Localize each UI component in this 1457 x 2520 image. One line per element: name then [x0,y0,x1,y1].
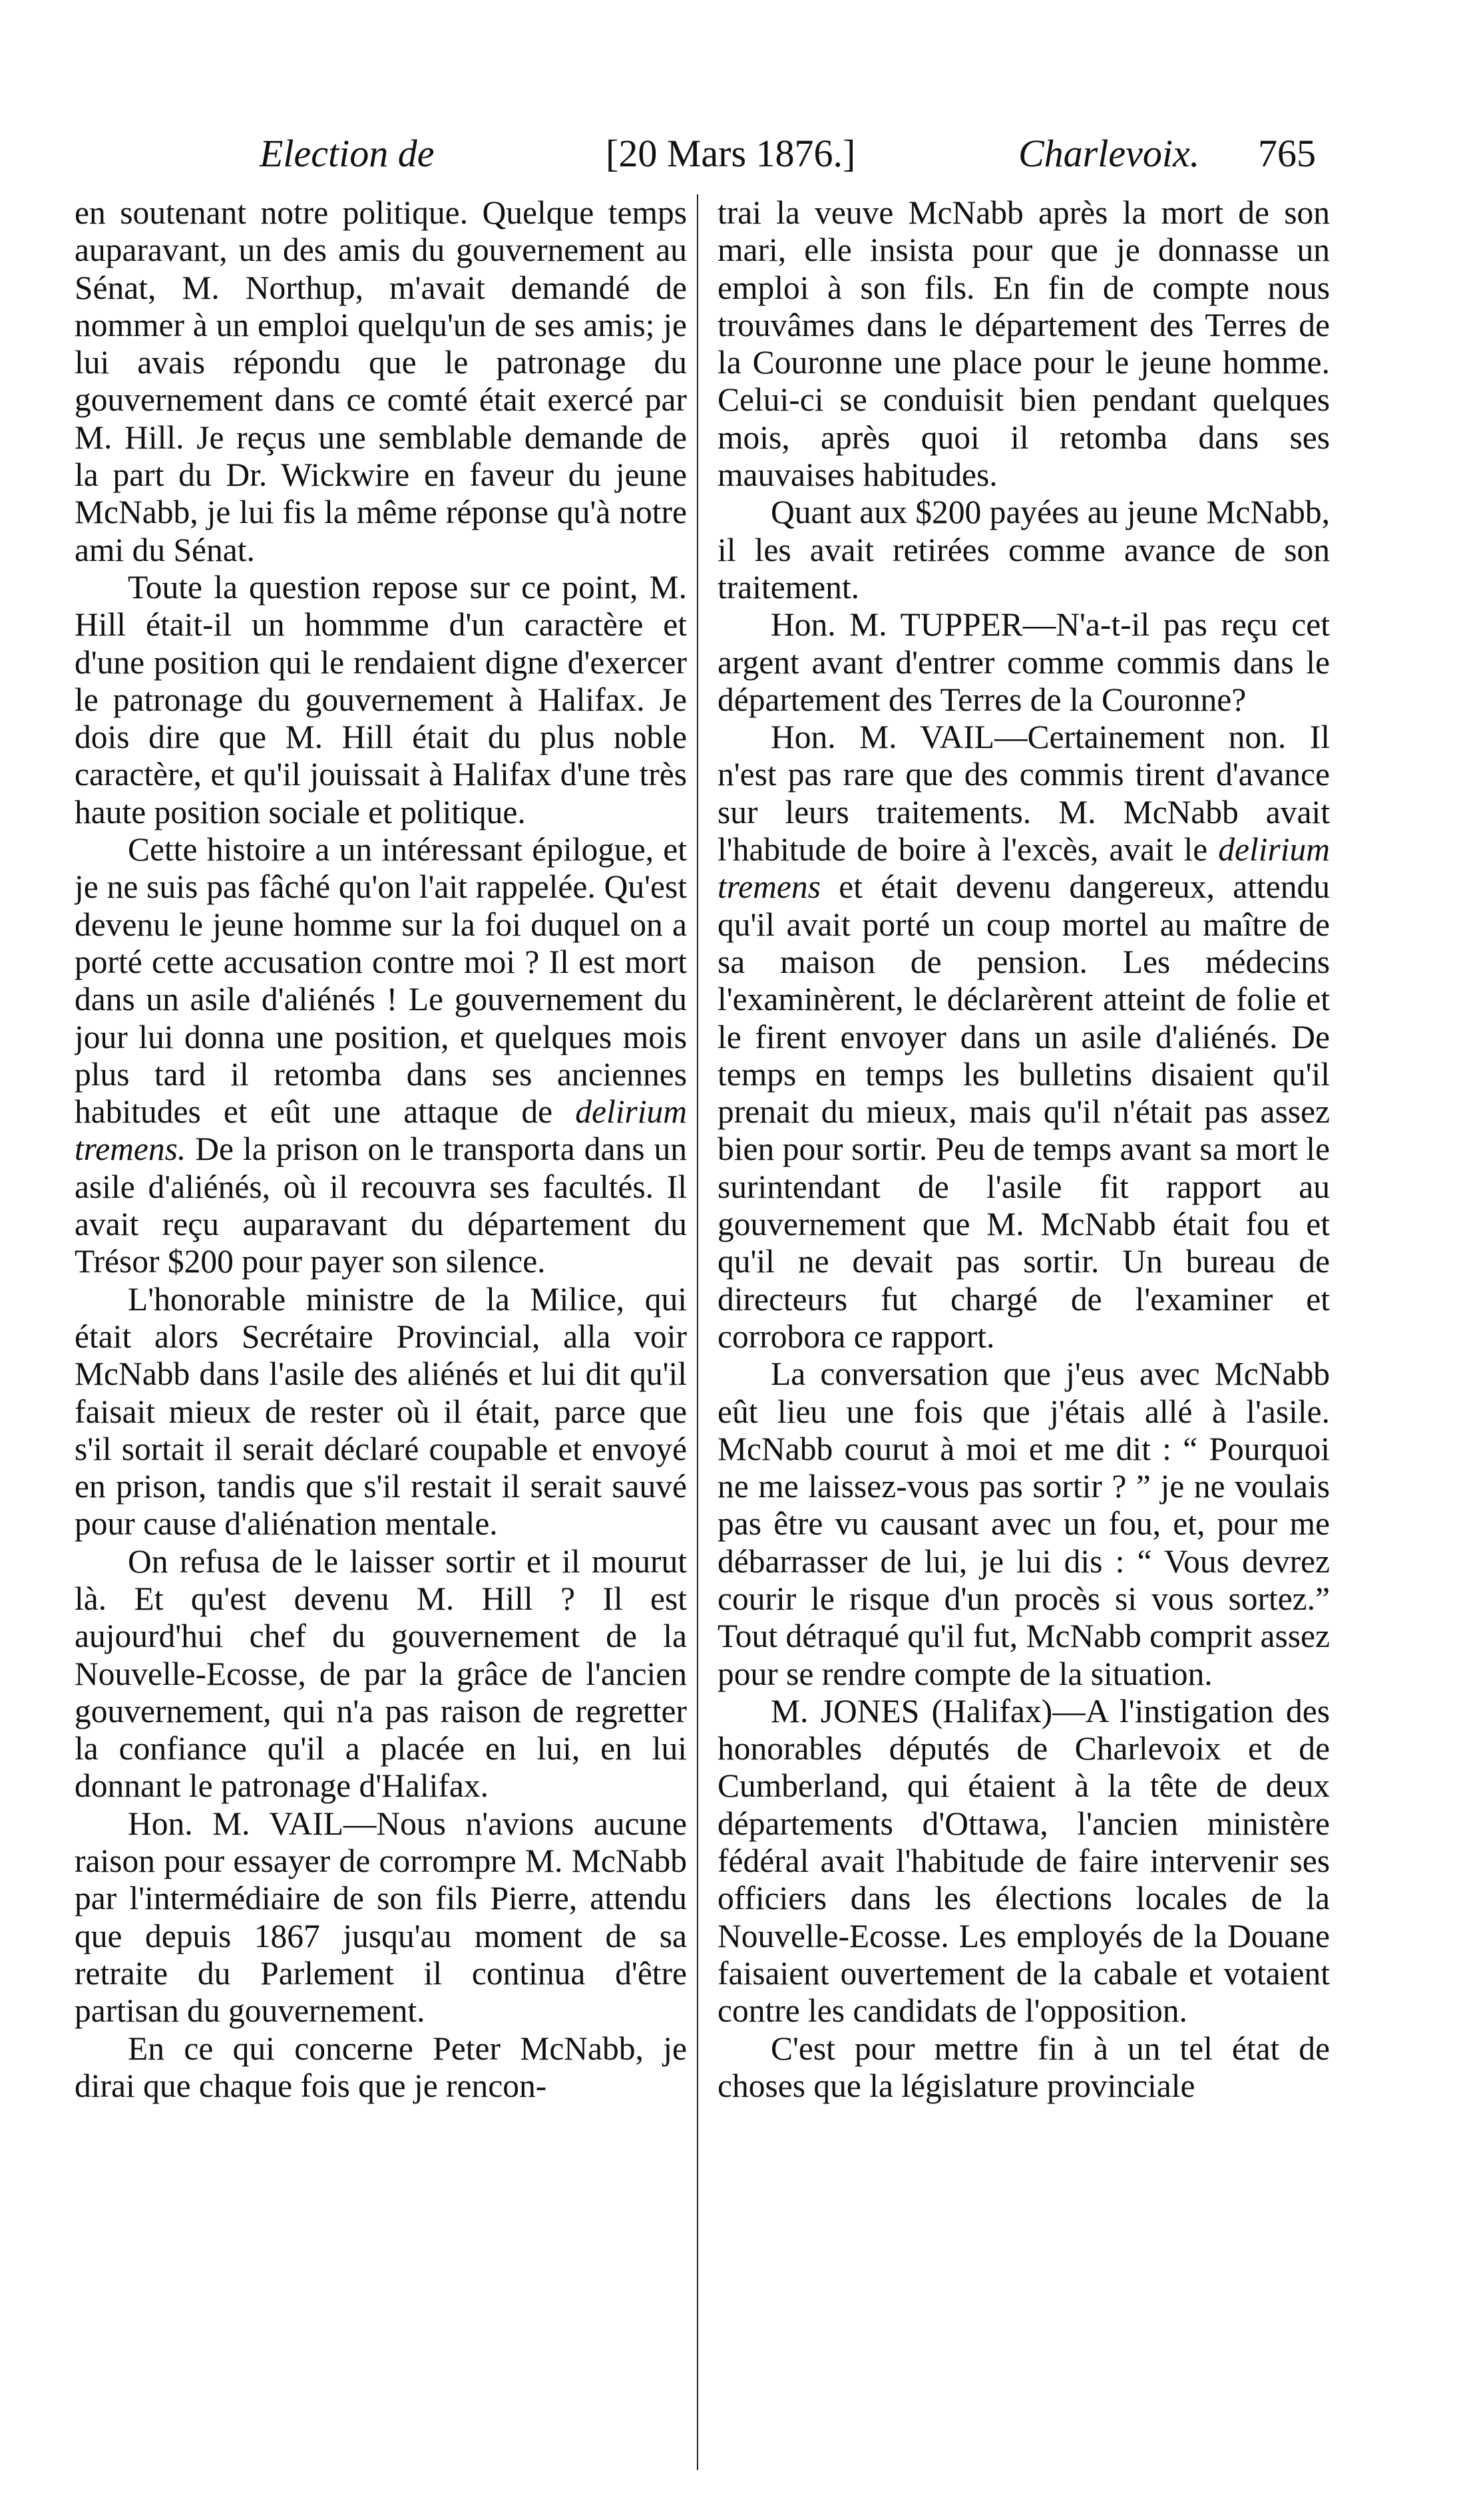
left-column [75,194,687,2470]
paragraph: C'est pour mettre fin à un tel état de choses que la législature provinciale [718,2030,1330,2104]
right-column [718,194,1330,2470]
paragraph: M. JONES (Halifax)—A l'instigation des honorables députés de Charlevoix et de Cumberland, qui étaient à la tête de deux départements d'Ottawa, l'ancien ministère fédéral avait l'habitude de faire intervenir ses officiers dans les élections locales de la Nouvelle-Ecosse. Les employés de la Douane faisaient ouvertement de la cabale et votaient contre les candidats de l'opposition. [718,1692,1330,2030]
paragraph: Quant aux $200 payées au jeune McNabb, il les avait retirées comme avance de son traitement. [718,494,1330,606]
paragraph [718,719,1330,1355]
paragraph: Hon. M. TUPPER—N'a-t-il pas reçu cet argent avant d'entrer comme commis dans le département des Terres de la Couronne? [718,606,1330,718]
paragraph: en soutenant notre politique. Quelque temps auparavant, un des amis du gouvernement au Sénat, M. Northup, m'avait demandé de nommer à un emploi quelqu'un de ses amis; je lui avais répondu que le patronage du gouvernement dans ce comté était exercé par M. Hill. Je reçus une semblable demande de la part du Dr. Wickwire en faveur du jeune McNabb, je lui fis la même réponse qu'à notre ami du Sénat. [75,194,687,568]
paragraph: Toute la question repose sur ce point, M. Hill était-il un hommme d'un caractère et d'une position qui le rendaient digne d'exercer le patronage du gouvernement à Halifax. Je dois dire que M. Hill était du plus noble caractère, et qu'il jouissait à Halifax d'une très haute position sociale et politique. [75,568,687,830]
paragraph-text: Cette histoire a un intéressant épilogue, et je ne suis pas fâché qu'on l'ait rappelée. Qu'est devenu le jeune homme sur la foi duquel on a porté cette accusation contre moi ? Il est mort dans un asile d'aliénés ! Le gouvernement du jour lui donna une position, et quelques mois plus tard il retomba dans ses anciennes habitudes et eût une attaque de [75,831,687,1131]
paragraph: En ce qui concerne Peter McNabb, je dirai que chaque fois que je rencon- [75,2030,687,2104]
paragraph: On refusa de le laisser sortir et il mourut là. Et qu'est devenu M. Hill ? Il est aujourd'hui chef du gouvernement de la Nouvelle-Ecosse, de par la grâce de l'ancien gouvernement, qui n'a pas raison de regretter la confiance qu'il a placée en lui, en lui donnant le patronage d'Halifax. [75,1542,687,1805]
paragraph-text: et était devenu dangereux, attendu qu'il avait porté un coup mortel au maître de sa maison de pension. Les médecins l'examinèrent, le déclarèrent atteint de folie et le firent envoyer dans un asile d'aliénés. De temps en temps les bulletins disaient qu'il prenait du mieux, mais qu'il n'était pas assez bien pour sortir. Peu de temps avant sa mort le surintendant de l'asile fit rapport au gouvernement que M. McNabb était fou et qu'il ne devait pas sortir. Un bureau de directeurs fut chargé de l'examiner et corrobora ce rapport. [718,868,1330,1355]
paragraph: La conversation que j'eus avec McNabb eût lieu une fois que j'étais allé à l'asile. McNabb courut à moi et me dit : “ Pourquoi ne me laissez-vous pas sortir ? ” je ne voulais pas être vu causant avec un fou, et, pour me débarrasser de lui, je lui dis : “ Vous devrez courir le risque d'un procès si vous sortez.” Tout détraqué qu'il fut, McNabb comprit assez pour se rendre compte de la situation. [718,1355,1330,1692]
paragraph: Hon. M. VAIL—Nous n'avions aucune raison pour essayer de corrompre M. McNabb par l'intermédiaire de son fils Pierre, attendu que depuis 1867 jusqu'au moment de sa retraite du Parlement il continua d'être partisan du gouvernement. [75,1805,687,2030]
paragraph-text: De la prison on le transporta dans un asile d'aliénés, où il recouvra ses facultés. Il avait reçu auparavant du département du Trésor $200 pour payer son silence. [75,1131,687,1280]
column-divider [697,194,698,2470]
header-left-title: Election de [260,132,435,175]
italic-term: delirium tremens. [75,1093,687,1168]
page-number: 765 [1258,132,1316,175]
paragraph: trai la veuve McNabb après la mort de son mari, elle insista pour que je donnasse un emploi à son fils. En fin de compte nous trouvâmes dans le département des Terres de la Couronne une place pour le jeune homme. Celui-ci se conduisit bien pendant quelques mois, après quoi il retomba dans ses mauvaises habitudes. [718,194,1330,494]
italic-term: delirium tremens [718,831,1330,906]
paragraph-text: Hon. M. VAIL—Certainement non. Il n'est pas rare que des commis tirent d'avance sur leurs traitements. M. McNabb avait l'habitude de boire à l'excès, avait le [718,719,1330,868]
paragraph: L'honorable ministre de la Milice, qui était alors Secrétaire Provincial, alla voir McNabb dans l'asile des aliénés et lui dit qu'il faisait mieux de rester où il était, parce que s'il sortait il serait déclaré coupable et envoyé en prison, tandis que s'il restait il serait sauvé pour cause d'aliénation mentale. [75,1280,687,1542]
running-header [60,130,1325,177]
header-right-title: Charlevoix. [1018,132,1200,175]
paragraph [75,831,687,1281]
header-date: [20 Mars 1876.] [606,132,856,175]
